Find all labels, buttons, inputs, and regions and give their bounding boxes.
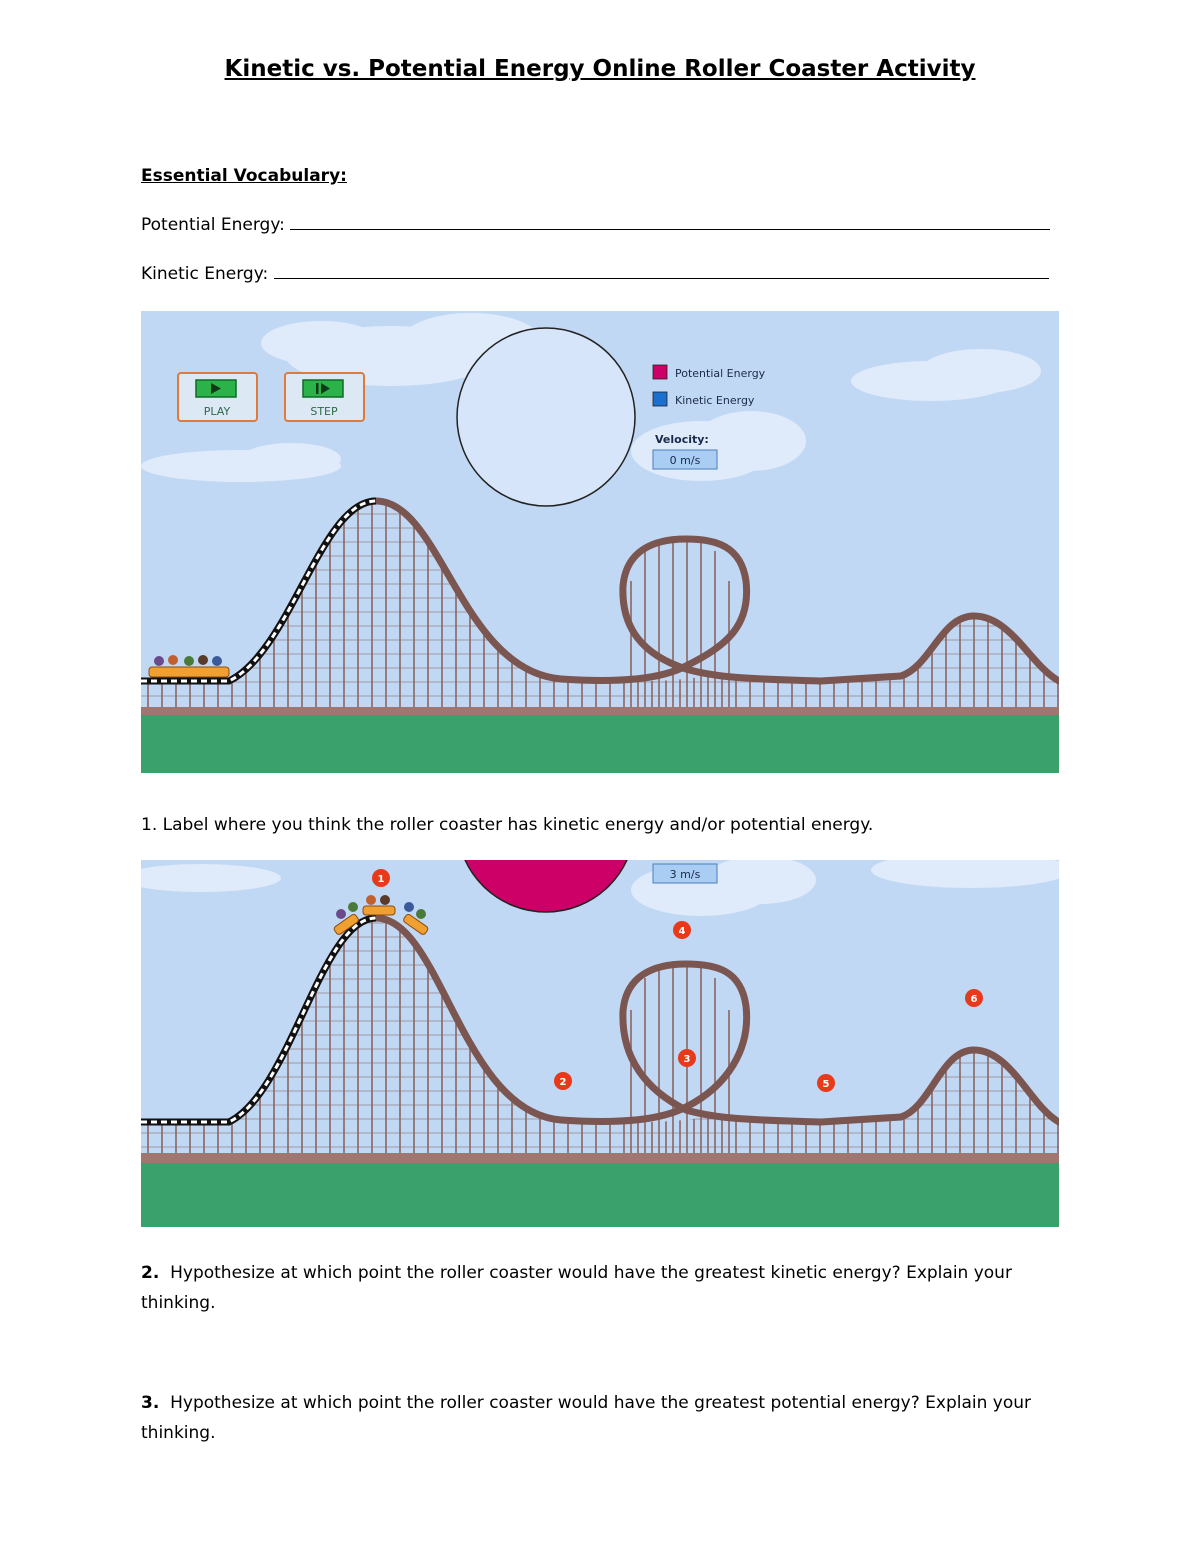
velocity-value: 3 m/s [669, 868, 701, 881]
kinetic-legend-swatch [653, 392, 667, 406]
svg-text:4: 4 [678, 926, 686, 937]
svg-text:5: 5 [822, 1079, 830, 1090]
play-label: PLAY [203, 405, 231, 418]
svg-text:2: 2 [559, 1077, 567, 1088]
vocab-heading: Essential Vocabulary: [141, 166, 347, 186]
worksheet-title: Kinetic vs. Potential Energy Online Roller Coaster Activity [224, 56, 976, 82]
svg-text:3: 3 [683, 1054, 691, 1065]
kinetic-legend-label: Kinetic Energy [675, 394, 755, 407]
ground-rail [141, 707, 1059, 715]
marker-4 [673, 921, 691, 939]
grass [141, 715, 1059, 773]
question-3-text: Hypothesize at which point the roller coaster would have the greatest potential energy? Explain your thinking. [141, 1393, 1032, 1443]
velocity-label: Velocity: [655, 433, 709, 446]
marker-5 [817, 1074, 835, 1092]
question-1: 1. Label where you think the roller coaster has kinetic energy and/or potential energy. [141, 815, 874, 835]
velocity-value: 0 m/s [669, 454, 701, 467]
kinetic-energy-row [141, 264, 1049, 284]
kinetic-energy-blank[interactable] [274, 264, 1049, 279]
potential-legend-label: Potential Energy [675, 367, 766, 380]
marker-2 [554, 1072, 572, 1090]
potential-legend-swatch [653, 365, 667, 379]
grass [141, 1163, 1059, 1227]
potential-energy-label: Potential Energy: [141, 215, 285, 235]
question-2-number: 2. [141, 1263, 160, 1283]
svg-text:6: 6 [970, 994, 978, 1005]
step-bar-icon [316, 383, 319, 394]
play-button[interactable] [178, 373, 257, 421]
step-button[interactable] [285, 373, 364, 421]
kinetic-energy-label: Kinetic Energy: [141, 264, 269, 284]
question-3-number: 3. [141, 1393, 160, 1413]
energy-pie-circle [457, 328, 635, 506]
marker-1 [372, 869, 390, 887]
potential-energy-blank[interactable] [290, 215, 1050, 230]
roller-coaster-sim-1 [141, 311, 1059, 773]
marker-3 [678, 1049, 696, 1067]
marker-6 [965, 989, 983, 1007]
question-2-text: Hypothesize at which point the roller coaster would have the greatest kinetic energy? Explain your thinking. [141, 1263, 1012, 1313]
potential-energy-row [141, 215, 1050, 235]
sim-1-canvas [141, 311, 1059, 773]
roller-coaster-sim-2 [141, 860, 1059, 1227]
step-label: STEP [310, 405, 338, 418]
question-2 [141, 1258, 1059, 1318]
question-3 [141, 1388, 1059, 1448]
ground-rail [141, 1153, 1059, 1163]
sim-2-canvas [141, 860, 1059, 1227]
svg-text:1: 1 [377, 874, 385, 885]
